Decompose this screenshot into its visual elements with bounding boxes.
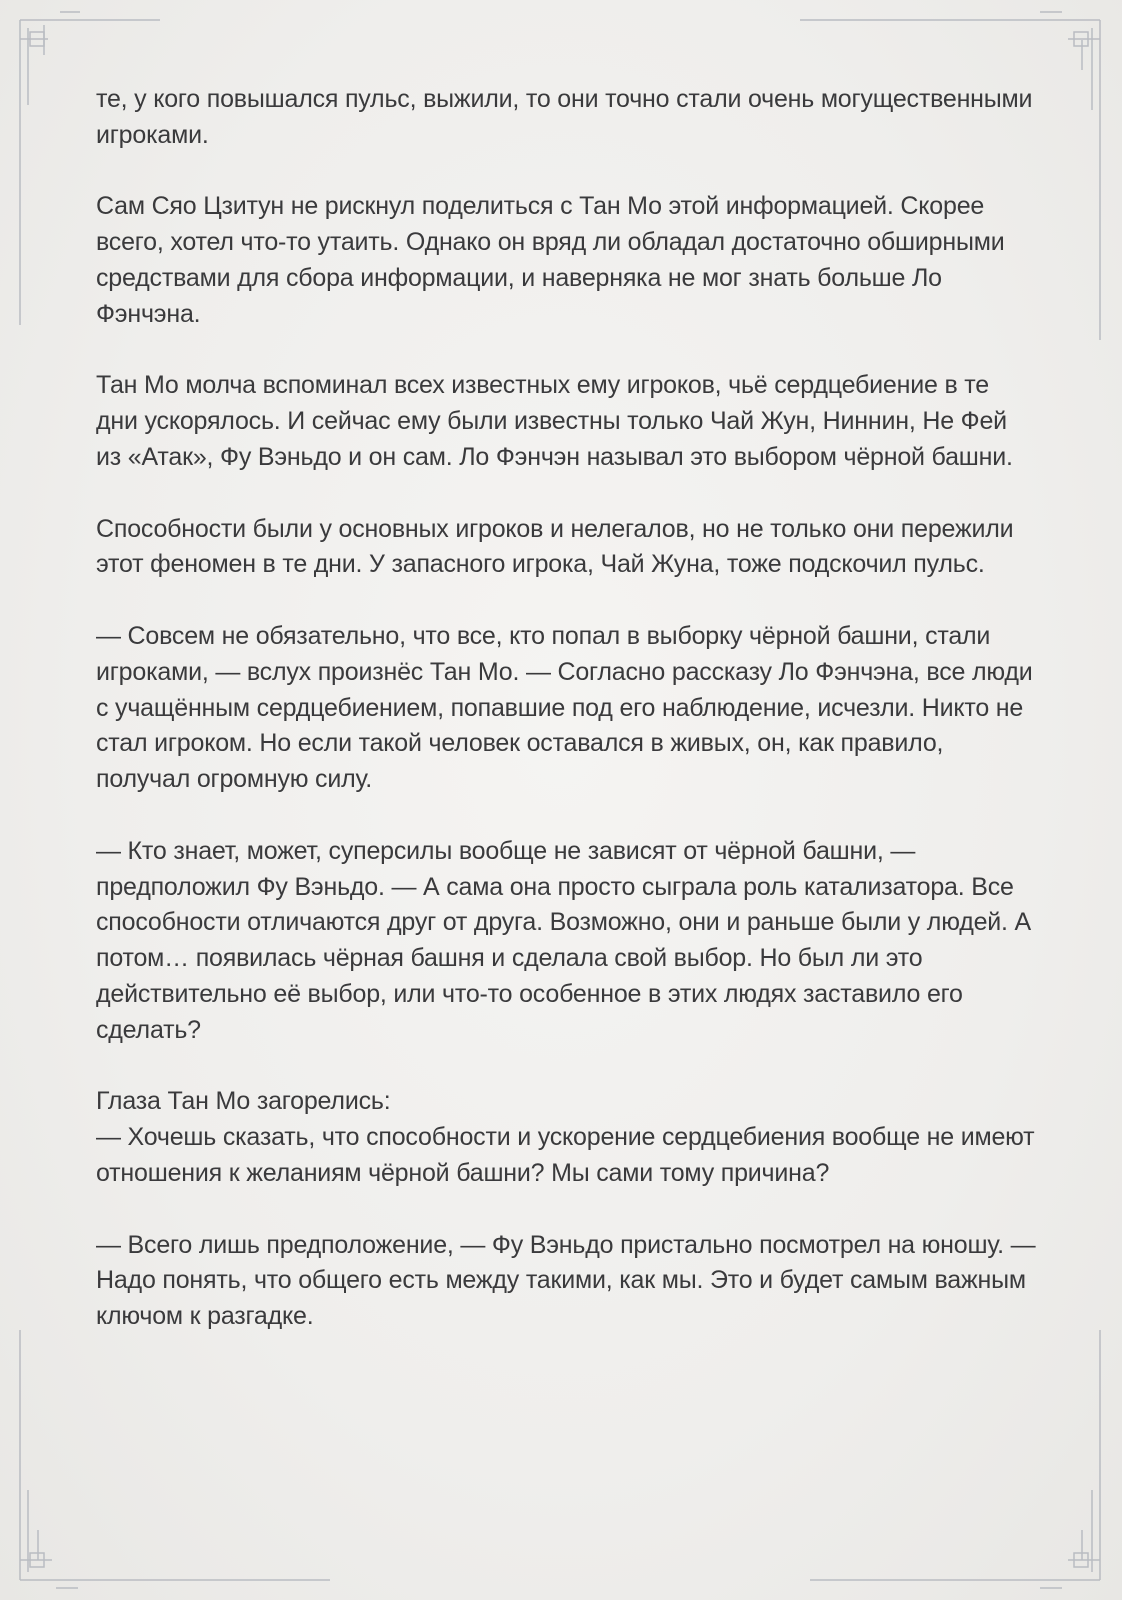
paragraph: — Хочешь сказать, что способности и ускорение сердцебиения вообще не имеют отношения к желаниям чёрной башни? Мы сами тому причина? xyxy=(96,1123,1035,1187)
paragraph: Способности были у основных игроков и нелегалов, но не только они пережили этот феномен в те дни. У запасного игрока, Чай Жуна, тоже подскочил пульс. xyxy=(96,514,1014,579)
paragraph: те, у кого повышался пульс, выжили, то они точно стали очень могущественными игроками. xyxy=(96,85,1033,149)
paragraph: Глаза Тан Мо загорелись: xyxy=(96,1087,391,1116)
paragraph: — Кто знает, может, суперсилы вообще не зависят от чёрной башни, — предположил Фу Вэньдо. — А сама она просто сыграла роль катализатора. Все способности отличаются друг от друга. Возможно, они и раньше были у людей. А потом… появилась чёрная башня и сделала свой выбор. Но был ли это действительно её выбор, или что-то особенное в этих людях заставило его сделать? xyxy=(96,836,1032,1044)
paragraph: Сам Сяо Цзитун не рискнул поделиться с Тан Мо этой информацией. Скорее всего, хотел что-то утаить. Однако он вряд ли обладал достаточно обширными средствами для сбора информации, и наверняка не мог знать больше Ло Фэнчэна. xyxy=(96,192,1005,328)
paragraph: Тан Мо молча вспоминал всех известных ему игроков, чьё сердцебиение в те дни ускорялось. И сейчас ему были известны только Чай Жун, Ниннин, Не Фей из «Атак», Фу Вэньдо и он сам. Ло Фэнчэн называл это выбором чёрной башни. xyxy=(96,371,1013,471)
paragraph: — Всего лишь предположение, — Фу Вэньдо пристально посмотрел на юношу. — Надо понять, что общего есть между такими, как мы. Это и будет самым важным ключом к разгадке. xyxy=(96,1230,1036,1331)
paragraph: — Совсем не обязательно, что все, кто попал в выборку чёрной башни, стали игроками, — вслух произнёс Тан Мо. — Согласно рассказу Ло Фэнчэна, все люди с учащённым сердцебиением, попавшие под его наблюдение, исчезли. Никто не стал игроком. Но если такой человек оставался в живых, он, как правило, получал огромную силу. xyxy=(96,621,1033,794)
document-body xyxy=(96,82,1036,1371)
